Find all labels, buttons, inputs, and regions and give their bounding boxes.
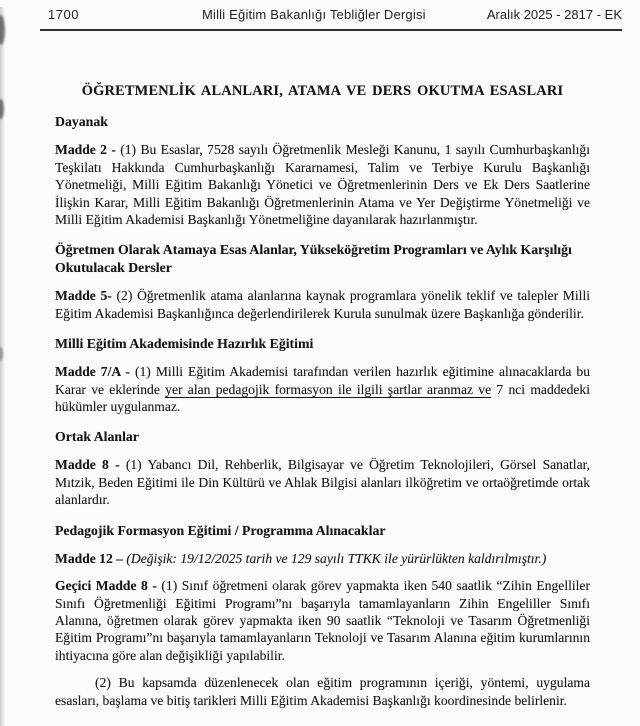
paragraph-madde-2 <box>55 141 590 228</box>
scan-smudge <box>0 347 3 361</box>
page-header <box>40 7 622 31</box>
section-heading-hazirlik-egitimi: Milli Eğitim Akademisinde Hazırlık Eğitimi <box>55 336 314 352</box>
madde-2-label: Madde 2 - <box>55 142 121 158</box>
madde-5-label: Madde 5- <box>55 288 117 304</box>
section-heading-atama-esas-alanlar: Öğretmen Olarak Atamaya Esas Alanlar, Yükseköğretim Programları ve Aylık Karşılığı Okutulacak Dersler <box>55 242 572 276</box>
section-heading-ortak-alanlar: Ortak Alanlar <box>55 429 139 445</box>
section-heading-pedagojik-formasyon: Pedagojik Formasyon Eğitimi / Programma Alınacaklar <box>55 522 386 538</box>
madde-5-text: (2) Öğretmenlik atama alanlarına kaynak programlara yönelik teklif ve talepler Milli Eğitim Akademisi Başkanlığınca değerlendirilerek Kurula sunulmak üzere Başkanlığa gönderilir. <box>55 288 591 321</box>
document-title: ÖĞRETMENLİK ALANLARI, ATAMA VE DERS OKUTMA ESASLARI <box>81 83 564 99</box>
madde-7a-underlined-text: yer alan pedagojik formasyon ile ilgili şartlar aranmaz ve <box>165 381 492 397</box>
journal-title: Milli Eğitim Bakanlığı Tebliğler Dergisi <box>201 7 426 22</box>
madde-7a-label: Madde 7/A - <box>55 364 135 380</box>
document-body <box>55 83 590 709</box>
scan-smudge <box>0 99 4 119</box>
madde-8-text: (1) Yabancı Dil, Rehberlik, Bilgisayar ve Öğretim Teknolojileri, Görsel Sanatlar, Mıtzik, Beden Eğitimi ile Din Kültürü ve Ahlak Bilgisi alanları ilköğretim ve ortaöğretimde ortak alanlardır. <box>55 457 590 508</box>
madde-2-text: (1) Bu Esaslar, 7528 sayılı Öğretmenlik Mesleği Kanunu, 1 sayılı Cumhurbaşkanlığı Teşkilatı Hakkında Cumhurbaşkanlığı Kararnamesi, Talim ve Terbiye Kurulu Başkanlığı Yönetmeliği, Milli Eğitim Bakanlığı Yönetici ve Öğretmenlerinin Ders ve Ek Ders Saatlerine İlişkin Karar, Milli Eğitim Bakanlığı Öğretmenlerinin Atama ve Yer Değiştirme Yönetmeliği ve Milli Eğitim Akademisi Başkanlığı Yönetmeliğine dayanılarak hazırlanmıştır. <box>55 142 590 228</box>
page-number: 1700 <box>48 7 79 22</box>
scan-smudge <box>0 15 5 45</box>
paragraph-madde-8 <box>55 456 590 508</box>
madde-12-label: Madde 12 – <box>55 550 127 566</box>
paragraph-madde-5 <box>55 287 590 322</box>
fikra-2-text: (2) Bu kapsamda düzenlenecek olan eğitim programının içeriği, yöntemi, uygulama esasları, başlama ve bitiş tarikleri Milli Eğitim Akademisi Başkanlığı koordinesinde belirlenir. <box>55 675 590 708</box>
issue-info: Aralık 2025 - 2817 - EK <box>486 7 622 22</box>
section-heading-dayanak: Dayanak <box>55 114 108 130</box>
madde-7a-text-post: 7 nci maddedeki hükümler uygulanmaz. <box>55 381 590 415</box>
paragraph-gecici-madde-8 <box>55 577 590 664</box>
madde-12-repeal-note: (Değişik: 19/12/2025 tarih ve 129 sayılı TTKK ile yürürlükten kaldırılmıştır.) <box>126 550 547 566</box>
madde-8-label: Madde 8 - <box>55 457 126 473</box>
paragraph-madde-7a <box>55 363 590 415</box>
gecici-madde-8-text: (1) Sınıf öğretmeni olarak görev yapmakta iken 540 saatlik “Zihin Engelliler Sınıfı Öğretmenliği Eğitimi Programı”nı başarıyla tamamlayanların Zihin Engeliller Sınıfı Alanına, öğretmen olarak görev yapmakta iken 90 saatlik “Teknoloji ve Tasarım Öğretmenliği Eğitim Programı”nı başarıyla tamamlayanların Teknoloji ve Tasarım Alanına eğitim kurumlarının ihtiyacına göre alan değişikliği yapılabilir. <box>55 578 590 663</box>
paragraph-madde-12 <box>55 550 590 567</box>
gecici-madde-8-label: Geçici Madde 8 - <box>55 578 162 594</box>
madde-7a-text-pre: (1) Milli Eğitim Akademisi tarafından verilen hazırlık eğitimine alınacaklarda bu Karar ve eklerinde <box>55 364 590 397</box>
paragraph-fikra-2 <box>55 674 590 709</box>
